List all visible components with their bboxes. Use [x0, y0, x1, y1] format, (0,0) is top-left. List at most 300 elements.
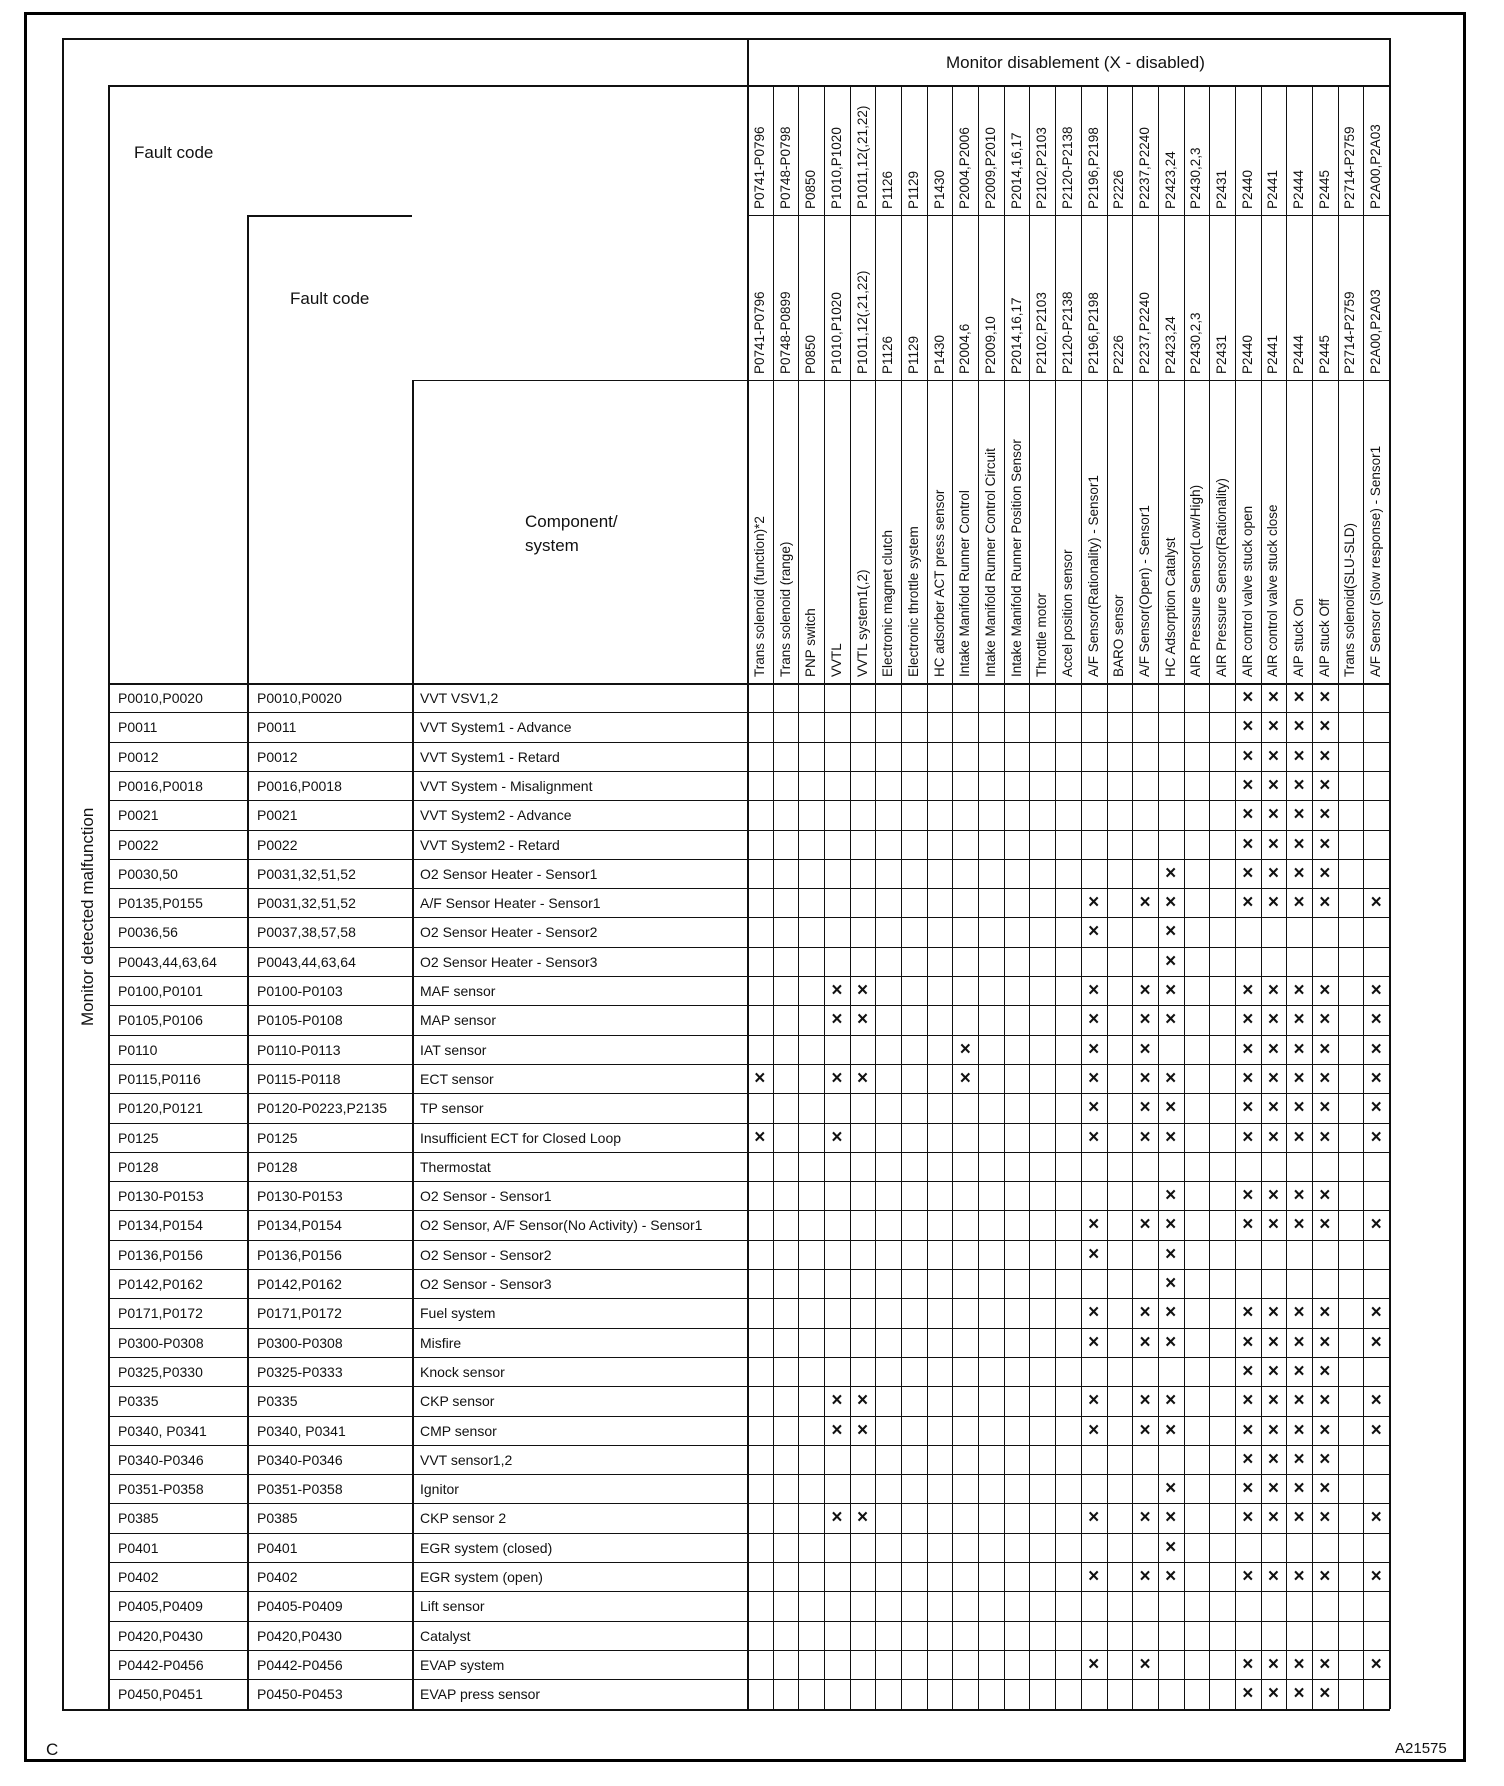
row-line-2 — [108, 742, 1389, 743]
disabled-mark: × — [1370, 1038, 1382, 1060]
row-fault-code2-18: P0134,P0154 — [257, 1217, 342, 1234]
column-desc-5: Electronic magnet clutch — [880, 529, 896, 677]
row-line-27 — [108, 1474, 1389, 1475]
column-desc-10: Intake Manifold Runner Position Sensor — [1008, 439, 1024, 677]
disabled-mark: × — [1165, 921, 1177, 943]
column-code1-15: P2237,P2240 — [1137, 127, 1153, 209]
disabled-mark: × — [1293, 1683, 1305, 1705]
col-line-8 — [952, 85, 953, 1709]
disabled-mark: × — [1165, 980, 1177, 1001]
row-line-30 — [108, 1562, 1389, 1563]
row-fault-code2-0: P0010,P0020 — [257, 690, 342, 706]
disabled-mark: × — [1139, 980, 1151, 1001]
disabled-mark: × — [1267, 1038, 1279, 1060]
row-fault-code2-27: P0351-P0358 — [257, 1481, 343, 1498]
row-fault-code2-24: P0335 — [257, 1393, 298, 1410]
disabled-mark: × — [1267, 745, 1279, 767]
disabled-mark: × — [856, 1390, 869, 1412]
disabled-mark: × — [1370, 1067, 1382, 1089]
column-code2-6: P1129 — [905, 335, 921, 374]
row-component-27: Ignitor — [420, 1481, 459, 1498]
disabled-mark: × — [1267, 1653, 1279, 1675]
row-fault-code-6: P0030,50 — [118, 865, 178, 882]
disabled-mark: × — [1165, 1126, 1177, 1148]
row-component-7: A/F Sensor Heater - Sensor1 — [420, 895, 601, 912]
disabled-mark: × — [1319, 804, 1331, 826]
row-component-31: Lift sensor — [420, 1598, 485, 1615]
col-line-5 — [875, 85, 876, 1709]
row-fault-code2-1: P0011 — [257, 719, 297, 736]
column-code1-17: P2430,2,3 — [1188, 147, 1204, 209]
disabled-mark: × — [1293, 892, 1305, 914]
column-code1-14: P2226 — [1111, 169, 1127, 209]
disabled-mark: × — [1319, 1419, 1331, 1441]
col-line-7 — [927, 85, 928, 1709]
disabled-mark: × — [1319, 892, 1331, 914]
row-fault-code-10: P0100,P0101 — [118, 983, 203, 999]
disabled-mark: × — [1088, 1038, 1100, 1060]
table-border-bottom — [62, 1709, 1390, 1711]
disabled-mark: × — [1319, 1390, 1331, 1412]
column-code2-9: P2009,10 — [982, 316, 998, 374]
row-fault-code2-25: P0340, P0341 — [257, 1422, 346, 1439]
row-fault-code-9: P0043,44,63,64 — [118, 953, 217, 970]
row-component-2: VVT System1 - Retard — [420, 748, 560, 765]
row-line-10 — [108, 976, 1389, 977]
disabled-mark: × — [1319, 1126, 1331, 1148]
column-code1-11: P2102,P2103 — [1034, 127, 1050, 209]
disabled-mark: × — [1088, 1126, 1100, 1148]
row-component-20: O2 Sensor - Sensor3 — [420, 1276, 552, 1292]
column-code1-24: P2A00,P2A03 — [1368, 124, 1384, 209]
disabled-mark: × — [1242, 804, 1254, 826]
row-component-32: Catalyst — [420, 1627, 471, 1644]
disabled-mark: × — [754, 1126, 766, 1148]
disabled-mark: × — [1293, 1067, 1305, 1089]
row-line-8 — [108, 917, 1389, 918]
row-line-25 — [108, 1416, 1389, 1417]
disabled-mark: × — [1242, 1038, 1254, 1060]
column-code1-0: P0741-P0796 — [751, 126, 767, 209]
disabled-mark: × — [1370, 1390, 1382, 1412]
disabled-mark: × — [1319, 833, 1331, 855]
row-component-16: Thermostat — [420, 1158, 491, 1175]
table-border-right — [1389, 38, 1391, 1709]
figure-id: A21575 — [1395, 1740, 1447, 1757]
row-fault-code2-17: P0130-P0153 — [257, 1188, 343, 1205]
disabled-mark: × — [1293, 1214, 1305, 1236]
column-code1-20: P2441 — [1265, 169, 1281, 209]
disabled-mark: × — [754, 1067, 766, 1089]
column-desc-8: Intake Manifold Runner Control — [957, 490, 973, 677]
col-line-fc1 — [108, 85, 110, 1709]
row-line-14 — [108, 1093, 1389, 1094]
disabled-mark: × — [1242, 1097, 1254, 1119]
disabled-mark: × — [1165, 1273, 1177, 1294]
disabled-mark: × — [1319, 1302, 1331, 1324]
row-fault-code2-5: P0022 — [257, 836, 298, 853]
disabled-mark: × — [1088, 1331, 1100, 1353]
column-desc-22: AIP stuck Off — [1316, 598, 1332, 677]
disabled-mark: × — [1293, 833, 1305, 855]
disabled-mark: × — [1319, 687, 1331, 708]
row-component-34: EVAP press sensor — [420, 1686, 541, 1703]
component-system-heading: Component/ system — [525, 512, 618, 555]
disabled-mark: × — [1165, 862, 1177, 884]
disabled-mark: × — [856, 1009, 869, 1031]
row-component-33: EVAP system — [420, 1656, 505, 1673]
column-code2-24: P2A00,P2A03 — [1368, 289, 1384, 374]
disabled-mark: × — [1088, 892, 1100, 914]
disabled-mark: × — [1088, 1390, 1100, 1412]
disabled-mark: × — [959, 1038, 971, 1060]
row-fault-code2-10: P0100-P0103 — [257, 983, 343, 999]
disabled-mark: × — [1165, 1097, 1177, 1119]
row-fault-code-7: P0135,P0155 — [118, 895, 203, 912]
column-code2-15: P2237,P2240 — [1137, 292, 1153, 374]
column-desc-16: HC Adsorption Catalyst — [1162, 537, 1178, 677]
row-fault-code-30: P0402 — [118, 1569, 159, 1585]
disabled-mark: × — [1319, 1331, 1331, 1353]
row-fault-code-23: P0325,P0330 — [118, 1363, 203, 1380]
row-fault-code-20: P0142,P0162 — [118, 1276, 203, 1292]
disabled-mark: × — [1267, 1507, 1279, 1529]
column-desc-15: A/F Sensor(Open) - Sensor1 — [1137, 505, 1153, 677]
header-line-fc2 — [247, 215, 412, 217]
disabled-mark: × — [1165, 892, 1177, 914]
row-line-13 — [108, 1064, 1389, 1065]
disabled-mark: × — [1242, 1331, 1254, 1353]
disabled-mark: × — [1319, 980, 1331, 1001]
column-code1-3: P1010,P1020 — [828, 127, 844, 209]
disabled-mark: × — [1319, 1038, 1331, 1060]
disabled-mark: × — [1088, 980, 1100, 1001]
column-desc-3: VVTL — [828, 643, 844, 677]
column-code2-10: P2014,16,17 — [1008, 297, 1024, 374]
row-line-12 — [108, 1035, 1389, 1036]
col-line-17 — [1184, 85, 1185, 1709]
row-line-5 — [108, 830, 1389, 831]
col-line-10 — [1004, 85, 1005, 1709]
column-code2-13: P2196,P2198 — [1085, 292, 1101, 374]
disabled-mark: × — [1088, 1302, 1100, 1324]
row-fault-code-25: P0340, P0341 — [118, 1422, 207, 1439]
disabled-mark: × — [1267, 1302, 1279, 1324]
side-label-monitor-detected-malfunction: Monitor detected malfunction — [78, 807, 97, 1026]
row-component-14: TP sensor — [420, 1100, 484, 1117]
disabled-mark: × — [1267, 1448, 1279, 1470]
disabled-mark: × — [1165, 1478, 1177, 1500]
col-line-14 — [1107, 85, 1108, 1709]
column-code2-5: P1126 — [880, 335, 896, 374]
disabled-mark: × — [1267, 980, 1279, 1001]
disabled-mark: × — [1267, 1214, 1279, 1236]
row-line-24 — [108, 1386, 1389, 1387]
row-line-7 — [108, 888, 1389, 889]
row-fault-code-28: P0385 — [118, 1510, 159, 1527]
column-desc-14: BARO sensor — [1111, 594, 1127, 677]
disabled-mark: × — [1319, 1214, 1331, 1236]
disabled-mark: × — [831, 1067, 843, 1089]
disabled-mark: × — [1293, 1653, 1305, 1675]
column-code2-1: P0748-P0899 — [777, 291, 793, 374]
disabled-mark: × — [1088, 1214, 1100, 1236]
column-code1-7: P1430 — [931, 169, 947, 209]
header-line-body — [108, 683, 1389, 685]
column-code2-19: P2440 — [1239, 334, 1255, 374]
col-line-6 — [901, 85, 902, 1709]
row-line-3 — [108, 771, 1389, 772]
disabled-mark: × — [1293, 1390, 1305, 1412]
disabled-mark: × — [1139, 1419, 1151, 1441]
column-desc-9: Intake Manifold Runner Control Circuit — [982, 448, 998, 677]
row-line-34 — [108, 1679, 1389, 1680]
disabled-mark: × — [1370, 1097, 1382, 1119]
row-fault-code-33: P0442-P0456 — [118, 1656, 204, 1673]
row-line-33 — [108, 1650, 1389, 1651]
row-fault-code-27: P0351-P0358 — [118, 1481, 204, 1498]
header-line-sub — [108, 85, 1389, 87]
disabled-mark: × — [1267, 1331, 1279, 1353]
disabled-mark: × — [1242, 1448, 1254, 1470]
row-component-0: VVT VSV1,2 — [420, 690, 499, 706]
disabled-mark: × — [1370, 1214, 1382, 1236]
disabled-mark: × — [1319, 745, 1331, 767]
row-fault-code2-4: P0021 — [257, 807, 298, 824]
column-code1-18: P2431 — [1214, 169, 1230, 209]
disabled-mark: × — [1370, 1009, 1382, 1031]
col-line-11 — [1029, 85, 1030, 1709]
row-line-4 — [108, 800, 1389, 801]
disabled-mark: × — [1370, 1126, 1382, 1148]
column-code1-13: P2196,P2198 — [1085, 127, 1101, 209]
disabled-mark: × — [1370, 892, 1382, 914]
row-line-23 — [108, 1357, 1389, 1358]
column-code2-4: P1011,12(,21,22) — [854, 270, 870, 374]
col-line-23 — [1338, 85, 1339, 1709]
disabled-mark: × — [1267, 687, 1279, 708]
disabled-mark: × — [1088, 1507, 1100, 1529]
disabled-mark: × — [1088, 1566, 1100, 1587]
disabled-mark: × — [1319, 1507, 1331, 1529]
disabled-mark: × — [1267, 1097, 1279, 1119]
disabled-mark: × — [1088, 1097, 1100, 1119]
disabled-mark: × — [1139, 1566, 1151, 1587]
column-code1-1: P0748-P0798 — [777, 126, 793, 209]
disabled-mark: × — [1293, 1419, 1305, 1441]
row-fault-code2-15: P0125 — [257, 1129, 298, 1146]
col-line-4 — [850, 85, 851, 1709]
disabled-mark: × — [1242, 1390, 1254, 1412]
col-line-3 — [824, 85, 825, 1709]
disabled-mark: × — [1139, 1214, 1151, 1236]
row-component-23: Knock sensor — [420, 1363, 505, 1380]
row-line-6 — [108, 859, 1389, 860]
column-desc-23: Trans solenoid(SLU-SLD) — [1342, 522, 1358, 677]
disabled-mark: × — [1370, 1419, 1382, 1441]
row-component-25: CMP sensor — [420, 1422, 497, 1439]
disabled-mark: × — [831, 1009, 843, 1031]
disabled-mark: × — [1242, 1302, 1254, 1324]
disabled-mark: × — [1319, 1683, 1331, 1705]
row-fault-code-34: P0450,P0451 — [118, 1686, 203, 1703]
row-line-31 — [108, 1591, 1389, 1592]
column-code1-2: P0850 — [803, 169, 819, 209]
disabled-mark: × — [1293, 862, 1305, 884]
row-component-18: O2 Sensor, A/F Sensor(No Activity) - Sensor1 — [420, 1217, 703, 1234]
row-line-19 — [108, 1240, 1389, 1241]
disabled-mark: × — [1267, 833, 1279, 855]
disabled-mark: × — [1293, 1126, 1305, 1148]
row-line-32 — [108, 1621, 1389, 1622]
column-desc-20: AIR control valve stuck close — [1265, 504, 1281, 677]
column-desc-6: Electronic throttle system — [905, 526, 921, 677]
row-fault-code2-22: P0300-P0308 — [257, 1334, 343, 1351]
disabled-mark: × — [1165, 1331, 1177, 1353]
disabled-mark: × — [1267, 1390, 1279, 1412]
column-code2-12: P2120-P2138 — [1060, 291, 1075, 374]
disabled-mark: × — [1267, 804, 1279, 826]
disabled-mark: × — [1242, 1067, 1254, 1089]
row-fault-code2-33: P0442-P0456 — [257, 1656, 343, 1673]
column-desc-4: VVTL system1(,2) — [854, 569, 870, 677]
column-code2-22: P2445 — [1316, 334, 1332, 374]
column-code2-2: P0850 — [803, 334, 819, 374]
column-code1-12: P2120-P2138 — [1060, 126, 1075, 209]
disabled-mark: × — [1267, 862, 1279, 884]
disabled-mark: × — [1293, 804, 1305, 826]
disabled-mark: × — [1165, 1507, 1177, 1529]
column-code2-14: P2226 — [1111, 334, 1127, 374]
disabled-mark: × — [1165, 1419, 1177, 1441]
disabled-mark: × — [1319, 774, 1331, 796]
disabled-mark: × — [1242, 1419, 1254, 1441]
disabled-mark: × — [1267, 1067, 1279, 1089]
disabled-mark: × — [1267, 1419, 1279, 1441]
disabled-mark: × — [1293, 774, 1305, 796]
disabled-mark: × — [1293, 1038, 1305, 1060]
row-component-22: Misfire — [420, 1334, 462, 1351]
disabled-mark: × — [1242, 980, 1254, 1001]
disabled-mark: × — [1165, 1536, 1177, 1558]
row-fault-code-15: P0125 — [118, 1129, 159, 1146]
column-code1-10: P2014,16,17 — [1008, 132, 1024, 209]
row-fault-code-8: P0036,56 — [118, 924, 178, 941]
column-desc-17: AIR Pressure Sensor(Low/High) — [1188, 484, 1204, 677]
row-fault-code2-20: P0142,P0162 — [257, 1276, 342, 1292]
disabled-mark: × — [1319, 862, 1331, 884]
disabled-mark: × — [831, 980, 843, 1001]
row-line-16 — [108, 1152, 1389, 1153]
row-fault-code-22: P0300-P0308 — [118, 1334, 204, 1351]
row-fault-code-1: P0011 — [118, 719, 158, 736]
row-line-17 — [108, 1181, 1389, 1182]
column-code2-21: P2444 — [1291, 334, 1307, 374]
row-fault-code2-12: P0110-P0113 — [257, 1041, 341, 1058]
disabled-mark: × — [1242, 774, 1254, 796]
disabled-mark: × — [1267, 774, 1279, 796]
disabled-mark: × — [1242, 1683, 1254, 1705]
disabled-mark: × — [1293, 1302, 1305, 1324]
disabled-mark: × — [1165, 1302, 1177, 1324]
row-fault-code-18: P0134,P0154 — [118, 1217, 203, 1234]
footer-letter: C — [46, 1740, 59, 1759]
disabled-mark: × — [1319, 1097, 1331, 1119]
disabled-mark: × — [1293, 1185, 1305, 1207]
row-line-1 — [108, 712, 1389, 713]
row-fault-code-31: P0405,P0409 — [118, 1598, 203, 1615]
column-code2-23: P2714-P2759 — [1342, 291, 1358, 374]
disabled-mark: × — [1293, 716, 1305, 738]
disabled-mark: × — [1293, 687, 1305, 708]
row-line-20 — [108, 1269, 1389, 1270]
row-fault-code-11: P0105,P0106 — [118, 1012, 203, 1029]
disabled-mark: × — [1267, 1566, 1279, 1587]
disabled-mark: × — [1293, 1009, 1305, 1031]
column-desc-0: Trans solenoid (function)*2 — [751, 516, 767, 677]
disabled-mark: × — [1267, 1009, 1279, 1031]
disabled-mark: × — [1370, 1331, 1382, 1353]
disabled-mark: × — [1139, 1009, 1151, 1031]
disabled-mark: × — [1242, 1009, 1254, 1031]
disabled-mark: × — [1370, 1302, 1382, 1324]
column-code2-8: P2004,6 — [957, 323, 973, 374]
disabled-mark: × — [1165, 1009, 1177, 1031]
column-code1-16: P2423,24 — [1162, 151, 1178, 209]
disabled-mark: × — [1319, 1009, 1331, 1031]
row-component-19: O2 Sensor - Sensor2 — [420, 1246, 552, 1263]
disabled-mark: × — [1242, 1214, 1254, 1236]
disabled-mark: × — [1242, 862, 1254, 884]
row-fault-code2-3: P0016,P0018 — [257, 777, 342, 794]
row-fault-code-21: P0171,P0172 — [118, 1305, 203, 1322]
disabled-mark: × — [1139, 1331, 1151, 1353]
disabled-mark: × — [1293, 1566, 1305, 1587]
row-component-4: VVT System2 - Advance — [420, 807, 572, 824]
disabled-mark: × — [1242, 1566, 1254, 1587]
disabled-mark: × — [1242, 892, 1254, 914]
row-fault-code-16: P0128 — [118, 1158, 159, 1175]
row-line-28 — [108, 1503, 1389, 1504]
col-line-monitor — [747, 38, 749, 1709]
disabled-mark: × — [1242, 833, 1254, 855]
row-line-18 — [108, 1210, 1389, 1211]
disabled-mark: × — [1165, 1185, 1177, 1207]
column-desc-24: A/F Sensor (Slow response) - Sensor1 — [1368, 445, 1384, 677]
disabled-mark: × — [1139, 1653, 1151, 1675]
monitor-disablement-heading: Monitor disablement (X - disabled) — [946, 53, 1205, 72]
column-desc-21: AIP stuck On — [1291, 598, 1307, 677]
row-component-17: O2 Sensor - Sensor1 — [420, 1188, 552, 1205]
row-fault-code2-14: P0120-P0223,P2135 — [257, 1100, 387, 1117]
column-code2-3: P1010,P1020 — [828, 292, 844, 374]
column-desc-19: AIR control valve stuck open — [1239, 505, 1255, 677]
disabled-mark: × — [1088, 921, 1100, 943]
row-fault-code2-21: P0171,P0172 — [257, 1305, 342, 1322]
disabled-mark: × — [1139, 1126, 1151, 1148]
column-desc-13: A/F Sensor(Rationality) - Sensor1 — [1085, 475, 1101, 677]
disabled-mark: × — [1242, 1478, 1254, 1500]
document-frame — [24, 12, 1466, 1762]
disabled-mark: × — [1165, 950, 1177, 972]
disabled-mark: × — [1139, 1067, 1151, 1089]
row-component-13: ECT sensor — [420, 1070, 494, 1087]
disabled-mark: × — [1242, 1653, 1254, 1675]
column-desc-7: HC adsorber ACT press sensor — [931, 489, 947, 677]
column-desc-18: AIR Pressure Sensor(Rationality) — [1214, 478, 1230, 677]
header-line-codes2 — [747, 215, 1389, 216]
row-fault-code2-7: P0031,32,51,52 — [257, 895, 356, 912]
